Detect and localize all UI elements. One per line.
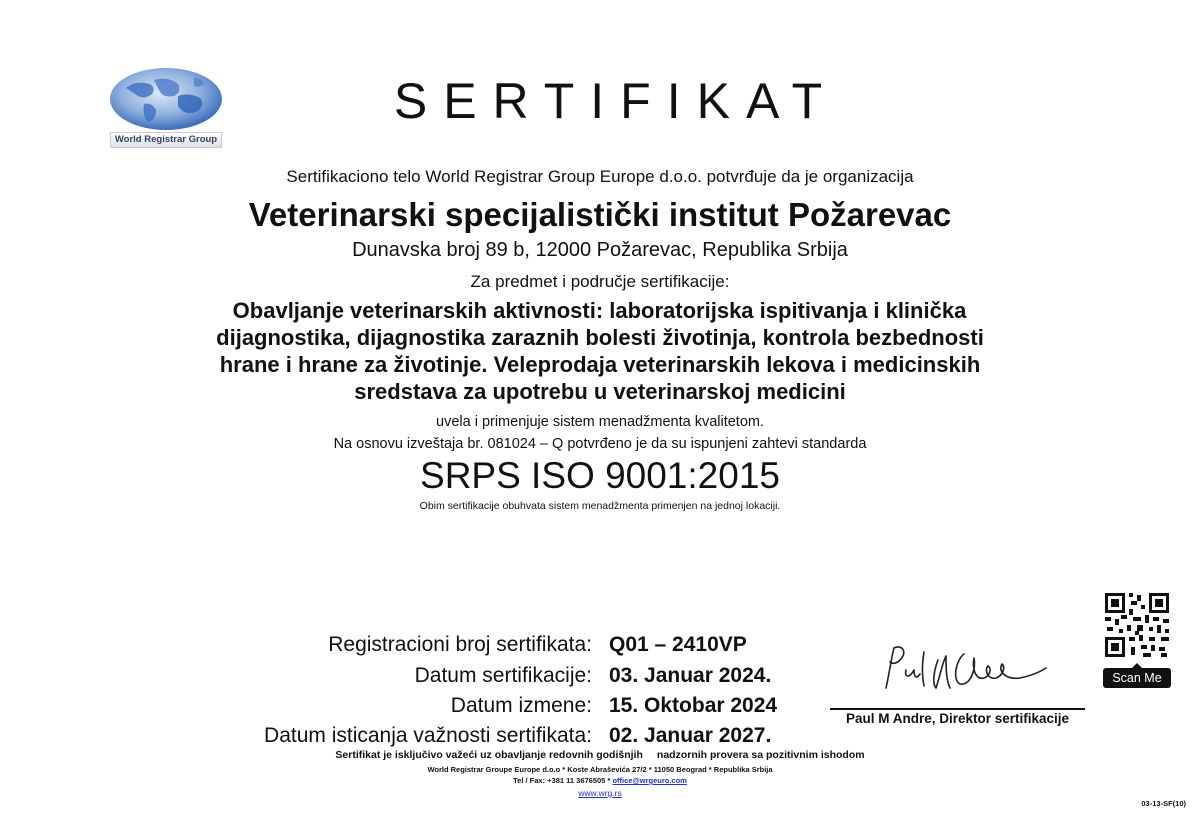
handwritten-signature bbox=[880, 640, 1050, 696]
signer-name: Paul M Andre, Direktor sertifikacije bbox=[845, 711, 1070, 726]
logo-text: World Registrar Group bbox=[110, 132, 222, 148]
certification-scope bbox=[0, 297, 1200, 405]
scope-note: Obim sertifikacije obuhvata sistem menadžmenta primenjen na jednoj lokaciji. bbox=[419, 500, 781, 512]
footer-contact bbox=[0, 776, 1200, 785]
registration-number-value: Q01 – 2410VP bbox=[609, 633, 747, 656]
scope-line: sredstava za upotrebu u veterinarskoj medicini bbox=[354, 379, 846, 404]
revision-date-label: Datum izmene: bbox=[450, 694, 592, 717]
basis-text: Na osnovu izveštaja br. 081024 – Q potvrđeno je da su ispunjeni zahtevi standarda bbox=[333, 436, 867, 452]
footer-email-link[interactable]: office@wrgeuro.com bbox=[612, 776, 687, 785]
organization-address: Dunavska broj 89 b, 12000 Požarevac, Republika Srbija bbox=[352, 239, 848, 261]
scan-me-button[interactable]: Scan Me bbox=[1103, 668, 1171, 688]
qr-code[interactable] bbox=[1103, 591, 1171, 659]
footer-address: World Registrar Groupe Europe d.o.o * Koste Abraševića 27/2 * 11050 Beograd * Republika Srbija bbox=[427, 765, 773, 774]
scope-line: Obavljanje veterinarskih aktivnosti: laboratorijska ispitivanja i klinička bbox=[232, 298, 967, 323]
certification-date-label: Datum sertifikacije: bbox=[414, 664, 592, 687]
certification-date-value: 03. Januar 2024. bbox=[609, 664, 772, 687]
certificate-title: SERTIFIKAT bbox=[393, 73, 839, 129]
footer-note-part2: nadzornih provera sa pozitivnim ishodom bbox=[656, 749, 865, 761]
footer-note-part1: Sertifikat je isključivo važeći uz obavljanje redovnih godišnjih bbox=[335, 749, 643, 761]
revision-date-value: 15. Oktobar 2024 bbox=[609, 694, 778, 717]
standard-name: SRPS ISO 9001:2015 bbox=[420, 455, 780, 496]
scope-line: hrane i hrane za životinje. Veleprodaja veterinarskih lekova i medicinskih bbox=[219, 352, 981, 377]
signature-line bbox=[830, 708, 1085, 710]
registration-number-label: Registracioni broj sertifikata: bbox=[328, 633, 592, 656]
scope-line: dijagnostika, dijagnostika zaraznih bolesti životinja, kontrola bezbednosti bbox=[216, 325, 984, 350]
expiry-date-value: 02. Januar 2027. bbox=[609, 724, 772, 747]
scope-label: Za predmet i područje sertifikacije: bbox=[470, 272, 730, 291]
qms-text: uvela i primenjuje sistem menadžmenta kvalitetom. bbox=[436, 414, 764, 430]
organization-name: Veterinarski specijalistički institut Požarevac bbox=[248, 196, 952, 233]
footer-note bbox=[0, 749, 1200, 761]
expiry-date-label: Datum isticanja važnosti sertifikata: bbox=[264, 724, 592, 747]
document-code: 03-13-SF(10) bbox=[1141, 799, 1186, 808]
footer-phone: Tel / Fax: +381 11 3676505 * bbox=[513, 776, 613, 785]
intro-text: Sertifikaciono telo World Registrar Group Europe d.o.o. potvrđuje da je organizacija bbox=[286, 167, 914, 186]
footer-website-link[interactable]: www.wrg.rs bbox=[578, 788, 622, 798]
